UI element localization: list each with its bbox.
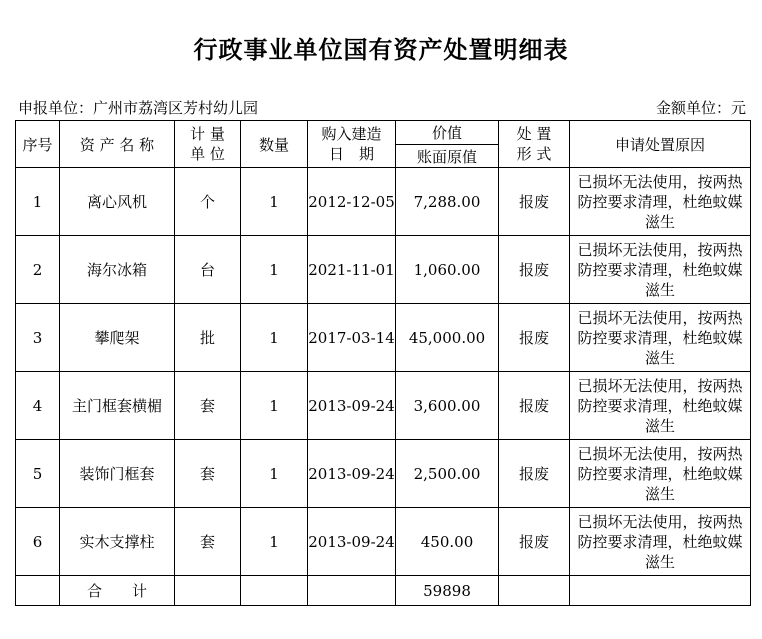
cell-reason [570,236,751,304]
cell-unit: 套 [175,372,241,440]
cell-method: 报废 [499,236,570,304]
cell-method: 报废 [499,372,570,440]
cell-date: 2013-09-24 [308,440,396,508]
header-method-line2: 形 式 [516,145,552,163]
total-label: 合 计 [60,576,175,606]
cell-name: 海尔冰箱 [60,236,175,304]
cell-qty: 1 [241,440,308,508]
cell-seq: 3 [16,304,60,372]
reason-text: 已损坏无法使用，按两热防控要求清理，杜绝蚊媒滋生 [577,308,743,367]
total-value: 59898 [396,576,499,606]
table-row [16,168,751,236]
header-method-line1: 处 置 [516,125,552,143]
cell-name: 主门框套横楣 [60,372,175,440]
cell-date: 2013-09-24 [308,372,396,440]
total-empty-qty [241,576,308,606]
cell-value: 45,000.00 [396,304,499,372]
total-empty-seq [16,576,60,606]
header-reason: 申请处置原因 [570,121,751,168]
total-empty-method [499,576,570,606]
amount-unit: 金额单位：元 [655,99,746,117]
cell-qty: 1 [241,304,308,372]
header-row-1 [16,121,751,145]
cell-unit: 套 [175,440,241,508]
cell-qty: 1 [241,508,308,576]
header-date [308,121,396,168]
cell-method: 报废 [499,304,570,372]
reason-text: 已损坏无法使用，按两热防控要求清理，杜绝蚊媒滋生 [577,172,743,231]
cell-qty: 1 [241,372,308,440]
cell-reason [570,508,751,576]
cell-value: 7,288.00 [396,168,499,236]
header-seq: 序号 [16,121,60,168]
cell-method: 报废 [499,508,570,576]
cell-date: 2021-11-01 [308,236,396,304]
cell-unit: 套 [175,508,241,576]
header-unit-line1: 计 量 [190,125,225,143]
cell-unit: 批 [175,304,241,372]
cell-seq: 5 [16,440,60,508]
header-value: 价值 [396,121,499,145]
reason-text: 已损坏无法使用，按两热防控要求清理，杜绝蚊媒滋生 [577,376,743,435]
table-row [16,236,751,304]
reason-text: 已损坏无法使用，按两热防控要求清理，杜绝蚊媒滋生 [577,444,743,503]
cell-unit: 个 [175,168,241,236]
header-book-value: 账面原值 [396,145,499,168]
header-method [499,121,570,168]
reason-text: 已损坏无法使用，按两热防控要求清理，杜绝蚊媒滋生 [577,240,743,299]
total-empty-unit [175,576,241,606]
total-empty-reason [570,576,751,606]
cell-method: 报废 [499,168,570,236]
header-date-line2: 日 期 [328,145,374,163]
asset-disposal-table [15,120,751,606]
cell-name: 实木支撑柱 [60,508,175,576]
cell-name: 攀爬架 [60,304,175,372]
header-name: 资 产 名 称 [60,121,175,168]
cell-seq: 2 [16,236,60,304]
cell-seq: 1 [16,168,60,236]
cell-reason [570,440,751,508]
cell-name: 装饰门框套 [60,440,175,508]
page-title: 行政事业单位国有资产处置明细表 [193,35,569,64]
reason-text: 已损坏无法使用，按两热防控要求清理，杜绝蚊媒滋生 [577,512,743,571]
cell-name: 离心风机 [60,168,175,236]
cell-method: 报废 [499,440,570,508]
cell-date: 2017-03-14 [308,304,396,372]
cell-value: 1,060.00 [396,236,499,304]
header-unit-line2: 单 位 [190,145,225,163]
cell-unit: 台 [175,236,241,304]
header-date-line1: 购入建造 [321,125,382,143]
cell-reason [570,304,751,372]
cell-date: 2013-09-24 [308,508,396,576]
table-row [16,508,751,576]
total-empty-date [308,576,396,606]
reporting-unit: 申报单位：广州市荔湾区芳村幼儿园 [18,99,259,117]
cell-reason [570,372,751,440]
cell-seq: 4 [16,372,60,440]
cell-seq: 6 [16,508,60,576]
header-qty: 数量 [241,121,308,168]
cell-reason [570,168,751,236]
cell-qty: 1 [241,168,308,236]
cell-value: 450.00 [396,508,499,576]
total-row [16,576,751,606]
table-row [16,304,751,372]
header-unit [175,121,241,168]
cell-value: 2,500.00 [396,440,499,508]
cell-value: 3,600.00 [396,372,499,440]
cell-date: 2012-12-05 [308,168,396,236]
table-row [16,372,751,440]
cell-qty: 1 [241,236,308,304]
table-row [16,440,751,508]
